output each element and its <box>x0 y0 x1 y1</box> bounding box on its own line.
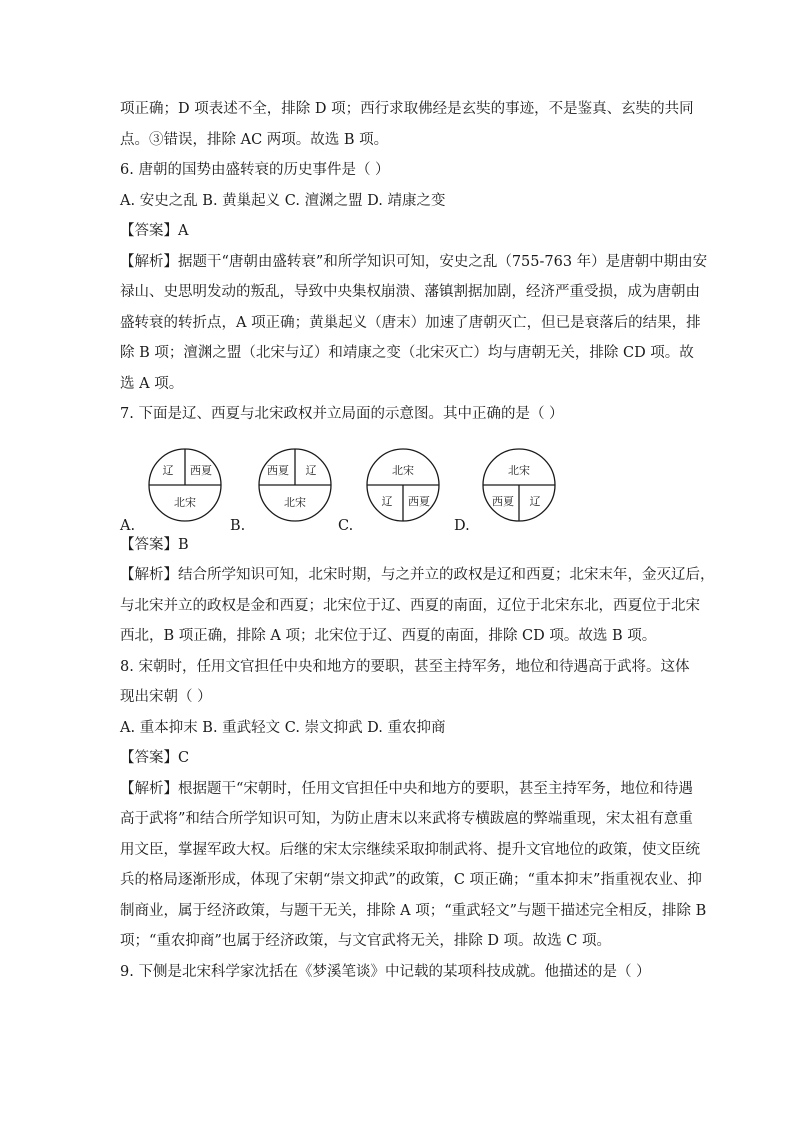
option-letter: A. <box>120 517 136 534</box>
question-8-analysis: 高于武将”和结合所学知识可知，为防止唐末以来武将专横跋扈的弊端重现，宋太祖有意重 <box>120 811 693 827</box>
question-7-analysis: 西北，B 项正确，排除 A 项；北宋位于辽、西夏的南面，排除 CD 项。故选 B 项。 <box>120 628 657 644</box>
label-top-right: 辽 <box>305 463 317 477</box>
figure-option-c <box>338 434 458 534</box>
figure-option-a <box>120 434 240 534</box>
label-top-left: 辽 <box>162 463 174 477</box>
question-8-answer: 【答案】C <box>120 750 190 766</box>
question-7-analysis: 与北宋并立的政权是金和西夏；北宋位于辽、西夏的南面，辽位于北宋东北，西夏位于北宋 <box>120 597 700 614</box>
label-bottom-right: 辽 <box>529 494 541 508</box>
circle-diagram-a <box>148 448 222 522</box>
label-bottom: 北宋 <box>284 495 306 509</box>
question-7-analysis: 【解析】结合所学知识可知，北宋时期，与之并立的政权是辽和西夏；北宋末年，金灭辽后， <box>120 567 715 583</box>
question-8: 8. 宋朝时，任用文官担任中央和地方的要职，甚至主持军务，地位和待遇高于武将。这体 <box>120 658 690 675</box>
text-line: 点。③错误，排除 AC 两项。故选 B 项。 <box>120 131 389 148</box>
label-top: 北宋 <box>392 463 414 477</box>
question-9: 9. 下侧是北宋科学家沈括在《梦溪笔谈》中记载的某项科技成就。他描述的是（ ） <box>120 963 651 980</box>
figure-option-d <box>454 434 574 534</box>
question-8-options: A. 重本抑末 B. 重武轻文 C. 崇文抑武 D. 重农抑商 <box>120 719 446 736</box>
label-bottom: 北宋 <box>174 495 196 509</box>
circle-diagram-b <box>258 448 332 522</box>
label-top-right: 西夏 <box>190 463 212 477</box>
question-6: 6. 唐朝的国势由盛转衰的历史事件是（ ） <box>120 162 390 178</box>
label-top-left: 西夏 <box>267 463 289 477</box>
question-8-analysis: 用文臣，掌握军政大权。后继的宋太宗继续采取抑制武将、提升文官地位的政策，使文臣统 <box>120 841 700 858</box>
question-7: 7. 下面是辽、西夏与北宋政权并立局面的示意图。其中正确的是（ ） <box>120 406 564 422</box>
question-6-options: A. 安史之乱 B. 黄巢起义 C. 澶渊之盟 D. 靖康之变 <box>120 192 446 209</box>
question-6-analysis: 除 B 项；澶渊之盟（北宋与辽）和靖康之变（北宋灭亡）均与唐朝无关，排除 CD 项。故 <box>120 345 694 361</box>
document-page <box>120 94 715 987</box>
text-line: 项正确；D 项表述不全，排除 D 项；西行求取佛经是玄奘的事迹，不是鉴真、玄奘的共同 <box>120 101 694 117</box>
option-letter: B. <box>230 517 246 534</box>
question-6-analysis: 禄山、史思明发动的叛乱，导致中央集权崩溃、藩镇割据加剧，经济严重受损，成为唐朝由 <box>120 284 700 300</box>
figure-option-b <box>230 434 350 534</box>
label-bottom-left: 辽 <box>381 494 393 508</box>
question-8-analysis: 制商业，属于经济政策，与题干无关，排除 A 项；“重武轻文”与题干描述完全相反，排除 B <box>120 902 707 919</box>
label-top: 北宋 <box>508 463 530 477</box>
option-letter: C. <box>338 517 354 534</box>
option-letter: D. <box>454 517 470 534</box>
question-8: 现出宋朝（ ） <box>120 689 212 705</box>
question-8-analysis: 项；“重农抑商”也属于经济政策，与文官武将无关，排除 D 项。故选 C 项。 <box>120 933 611 949</box>
label-bottom-left: 西夏 <box>492 494 514 508</box>
question-6-analysis: 盛转衰的转折点，A 项正确；黄巢起义（唐末）加速了唐朝灭亡，但已是衰落后的结果，排 <box>120 314 701 331</box>
question-6-answer: 【答案】A <box>120 223 189 239</box>
question-6-analysis: 【解析】据题干“唐朝由盛转衰”和所学知识可知，安史之乱（755-763 年）是唐朝中期由安 <box>120 253 708 270</box>
question-7-figures <box>120 434 680 534</box>
question-8-analysis: 兵的格局逐渐形成，体现了宋朝“崇文抑武”的政策，C 项正确；“重本抑末”指重视农业、抑 <box>120 872 702 888</box>
circle-diagram-d <box>482 448 556 522</box>
label-bottom-right: 西夏 <box>408 494 430 508</box>
question-6-analysis: 选 A 项。 <box>120 375 184 392</box>
circle-diagram-c <box>366 448 440 522</box>
question-7-answer: 【答案】B <box>120 536 189 553</box>
question-8-analysis: 【解析】根据题干“宋朝时，任用文官担任中央和地方的要职，甚至主持军务，地位和待遇 <box>120 780 693 797</box>
